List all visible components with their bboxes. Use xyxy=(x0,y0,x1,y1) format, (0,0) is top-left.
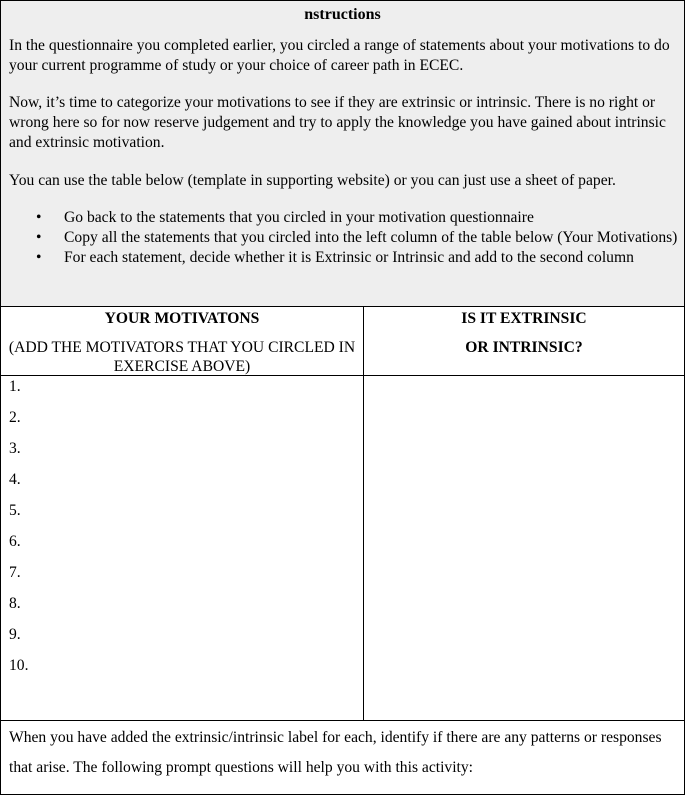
table-row: 10. xyxy=(9,657,29,674)
table-header-row xyxy=(1,307,684,376)
left-header-title: YOUR MOTIVATONS xyxy=(104,310,260,327)
motivation-rows xyxy=(9,377,359,687)
bullet-item xyxy=(1,228,684,248)
table-row: 3. xyxy=(9,440,21,457)
instructions-paragraph-2: Now, it’s time to categorize your motivations to see if they are extrinsic or intrinsic. There is no right or wrong here so for now reserve judgement and try to apply the knowledge you have gained about intrinsic and extrinsic motivation. xyxy=(9,94,666,151)
instructions-paragraph-3: You can use the table below (template in supporting website) or you can just use a sheet of paper. xyxy=(9,172,616,189)
table-row: 2. xyxy=(9,409,21,426)
instructions-paragraph-1: In the questionnaire you completed earlier, you circled a range of statements about your motivations to do your current programme of study or your choice of career path in ECEC. xyxy=(9,37,670,74)
right-column-header xyxy=(364,307,684,357)
footer-text: When you have added the extrinsic/intrinsic label for each, identify if there are any patterns or responses that arise. The following prompt questions will help you with this activity: xyxy=(9,729,662,776)
left-header-subtitle: (ADD THE MOTIVATORS THAT YOU CIRCLED IN EXERCISE ABOVE) xyxy=(8,339,356,375)
table-row: 1. xyxy=(9,378,21,395)
table-row: 6. xyxy=(9,533,21,550)
bullet-item xyxy=(1,248,684,268)
bullet-icon: • xyxy=(36,209,42,226)
left-column-header xyxy=(1,307,363,376)
bullet-item xyxy=(1,208,684,228)
motivations-table xyxy=(1,307,684,721)
table-row: 8. xyxy=(9,595,21,612)
instructions-box xyxy=(1,1,684,307)
table-row: 7. xyxy=(9,564,21,581)
right-header-subtitle: OR INTRINSIC? xyxy=(465,339,583,356)
right-header-title: IS IT EXTRINSIC xyxy=(461,310,587,327)
table-row: 4. xyxy=(9,471,21,488)
table-row: 9. xyxy=(9,626,21,643)
bullet-text: Go back to the statements that you circled in your motivation questionnaire xyxy=(64,209,534,226)
bullet-text: For each statement, decide whether it is Extrinsic or Intrinsic and add to the second column xyxy=(64,249,634,266)
table-row: 5. xyxy=(9,502,21,519)
bullet-text: Copy all the statements that you circled into the left column of the table below (Your Motivations) xyxy=(64,229,678,246)
bullet-icon: • xyxy=(36,229,42,246)
instructions-title: nstructions xyxy=(304,6,381,23)
instructions-bullet-list xyxy=(1,208,684,268)
bullet-icon: • xyxy=(36,249,42,266)
